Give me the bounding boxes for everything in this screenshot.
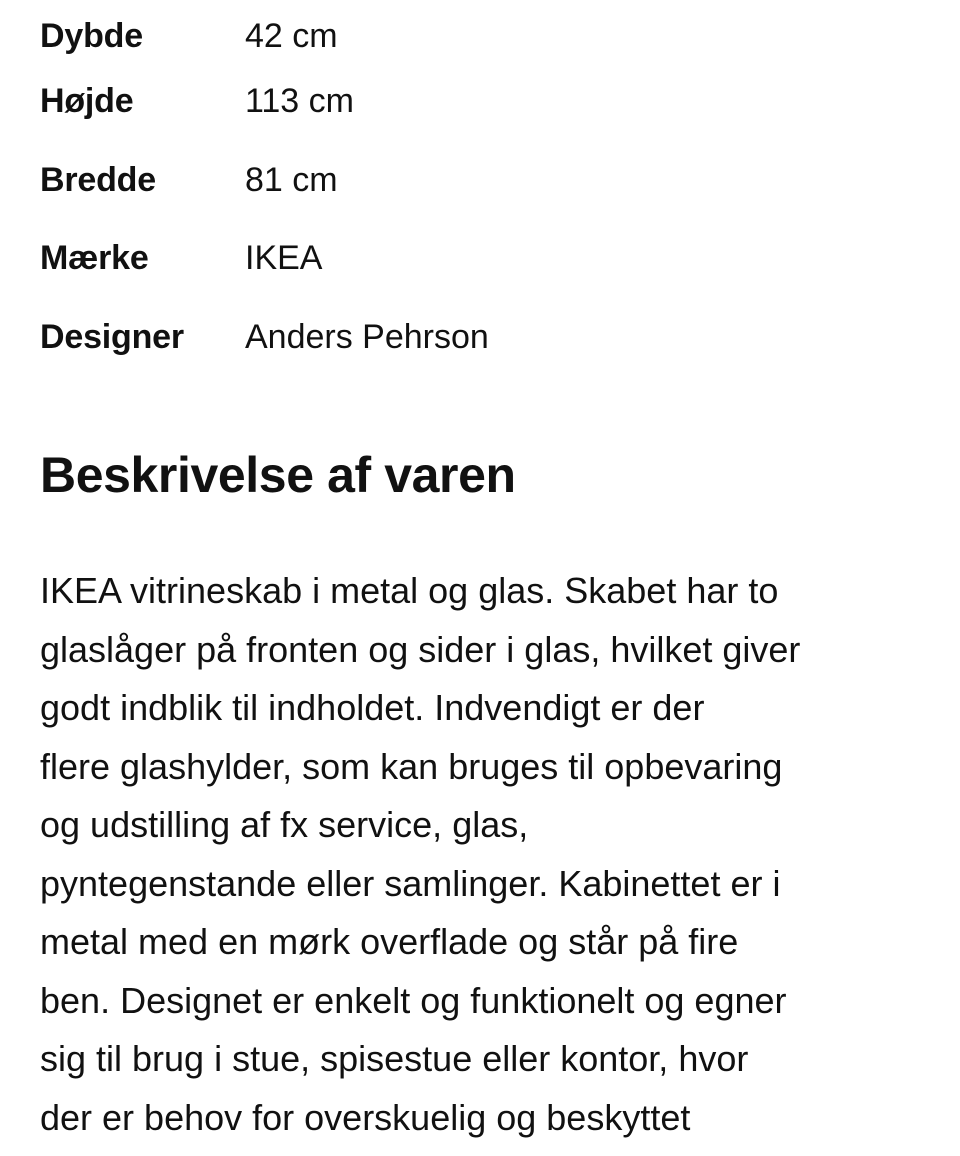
description-line: og udstilling af fx service, glas,: [40, 804, 529, 845]
spec-label: Bredde: [40, 160, 156, 199]
spec-value: 81 cm: [245, 160, 338, 199]
spec-row-dybde: [40, 10, 920, 62]
spec-value: 113 cm: [245, 82, 354, 121]
spec-row-designer: [40, 298, 920, 377]
description-heading: Beskrivelse af varen: [40, 447, 516, 503]
description-line: sig til brug i stue, spisestue eller kontor, hvor: [40, 1038, 749, 1079]
description-line: ben. Designet er enkelt og funktionelt og egner: [40, 979, 787, 1021]
description-line: IKEA vitrineskab i metal og glas. Skabet har to: [40, 570, 779, 611]
description-text: [40, 562, 930, 1147]
spec-label: Mærke: [40, 239, 149, 278]
spec-list: [40, 12, 920, 376]
spec-row-hojde: [40, 62, 920, 141]
spec-value: 42 cm: [245, 17, 338, 55]
description-line: metal med en mørk overflade og står på fire: [40, 921, 739, 962]
description-line: der er behov for overskuelig og beskyttet: [40, 1096, 691, 1138]
description-line: godt indblik til indholdet. Indvendigt er der: [40, 687, 705, 728]
spec-label: Dybde: [40, 17, 143, 55]
description-line: glaslåger på fronten og sider i glas, hvilket giver: [40, 628, 801, 670]
spec-row-bredde: [40, 141, 920, 220]
spec-label: Designer: [40, 317, 184, 356]
spec-row-maerke: [40, 219, 920, 298]
spec-value: IKEA: [245, 239, 323, 278]
spec-value: Anders Pehrson: [245, 317, 489, 356]
description-line: flere glashylder, som kan bruges til opbevaring: [40, 745, 783, 787]
description-line: pyntegenstande eller samlinger. Kabinettet er i: [40, 862, 781, 904]
spec-label: Højde: [40, 82, 134, 121]
